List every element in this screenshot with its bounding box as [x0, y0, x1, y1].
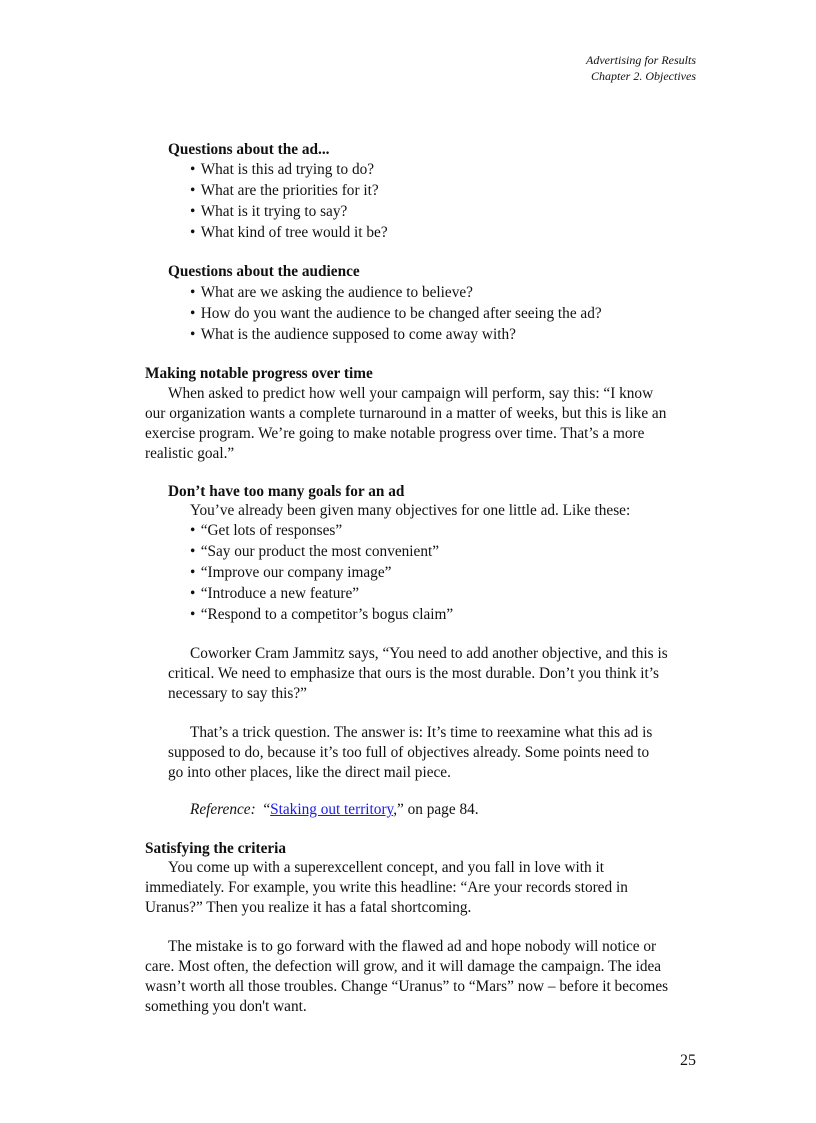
paragraph-line: wasn’t worth all those troubles. Change “Uranus” to “Mars” now – before it becomes: [145, 978, 669, 995]
goals-intro: You’ve already been given many objectives for one little ad. Like these:: [190, 502, 631, 519]
list-item: • What is it trying to say?: [190, 202, 347, 222]
reference-link[interactable]: Staking out territory: [270, 801, 394, 818]
header-chapter: Chapter 2. Objectives: [591, 69, 696, 83]
paragraph-line: supposed to do, because it’s too full of objectives already. Some points need to: [168, 744, 650, 761]
list-item: • What is this ad trying to do?: [190, 160, 374, 180]
paragraph-line: go into other places, like the direct mail piece.: [168, 764, 451, 781]
list-item: • “Say our product the most convenient”: [190, 542, 439, 562]
paragraph-line: That’s a trick question. The answer is: It’s time to reexamine what this ad is: [190, 724, 653, 741]
paragraph-line: our organization wants a complete turnaround in a matter of weeks, but this is like an: [145, 405, 667, 422]
paragraph-line: care. Most often, the defection will grow, and it will damage the campaign. The idea: [145, 958, 662, 975]
running-header: [586, 52, 696, 84]
paragraph-line: critical. We need to emphasize that ours is the most durable. Don’t you think it’s: [168, 665, 660, 682]
list-item: • What kind of tree would it be?: [190, 223, 388, 243]
paragraph-line: The mistake is to go forward with the flawed ad and hope nobody will notice or: [168, 938, 657, 955]
page-number: 25: [680, 1052, 696, 1069]
paragraph-line: You come up with a superexcellent concept, and you fall in love with it: [168, 859, 605, 876]
reference-open-quote: “: [263, 801, 271, 818]
list-item: • What is the audience supposed to come away with?: [190, 325, 516, 345]
paragraph-line: necessary to say this?”: [168, 685, 307, 702]
paragraph-line: realistic goal.”: [145, 445, 235, 462]
reference-label: Reference:: [190, 801, 256, 818]
list-item: • How do you want the audience to be changed after seeing the ad?: [190, 304, 602, 324]
paragraph-line: exercise program. We’re going to make notable progress over time. That’s a more: [145, 425, 645, 442]
heading-progress: Making notable progress over time: [145, 365, 373, 382]
list-item: • What are we asking the audience to believe?: [190, 283, 473, 303]
paragraph-line: When asked to predict how well your campaign will perform, say this: “I know: [168, 385, 654, 402]
list-item: • “Improve our company image”: [190, 563, 391, 583]
heading-questions-audience: Questions about the audience: [168, 263, 360, 280]
list-item: • What are the priorities for it?: [190, 181, 379, 201]
heading-goals: Don’t have too many goals for an ad: [168, 483, 405, 500]
list-item: • “Introduce a new feature”: [190, 584, 359, 604]
reference-line: [190, 800, 479, 820]
list-item: • “Get lots of responses”: [190, 521, 342, 541]
list-item: • “Respond to a competitor’s bogus claim”: [190, 605, 453, 625]
heading-criteria: Satisfying the criteria: [145, 840, 287, 857]
paragraph-line: Uranus?” Then you realize it has a fatal shortcoming.: [145, 899, 472, 916]
paragraph-line: something you don't want.: [145, 998, 307, 1015]
heading-questions-ad: Questions about the ad...: [168, 141, 330, 158]
reference-tail: ,” on page 84.: [393, 801, 479, 818]
paragraph-line: Coworker Cram Jammitz says, “You need to add another objective, and this is: [190, 645, 668, 662]
header-book-title: Advertising for Results: [586, 53, 696, 67]
paragraph-line: immediately. For example, you write this headline: “Are your records stored in: [145, 879, 628, 896]
